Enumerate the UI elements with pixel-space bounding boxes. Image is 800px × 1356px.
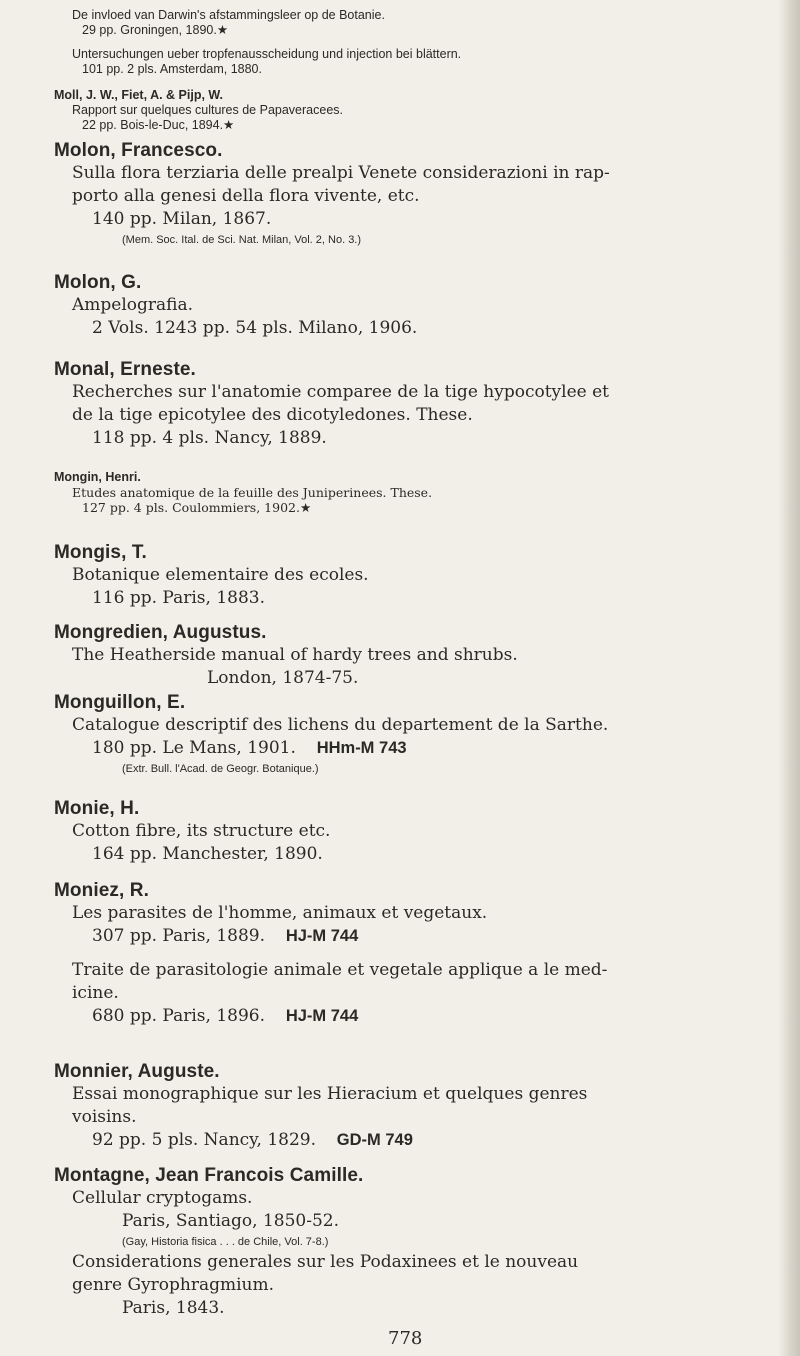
entry-title: Botanique elementaire des ecoles. (72, 565, 369, 585)
entry-author: Moniez, R. (54, 880, 149, 901)
entry-title-line-1: Sulla flora terziaria delle prealpi Venete considerazioni in rap- (72, 163, 610, 183)
entry-title: Untersuchungen ueber tropfenausscheidung und injection bei blättern. (72, 47, 462, 61)
entry-imprint: 307 pp. Paris, 1889. (92, 926, 265, 946)
call-number: HHm-M 743 (316, 739, 407, 757)
entry-author: Mongredien, Augustus. (54, 622, 267, 643)
entry-author: Monal, Erneste. (54, 359, 196, 380)
entry-imprint-row (54, 737, 780, 760)
call-number: HJ-M 744 (285, 927, 359, 945)
entry-imprint: 101 pp. 2 pls. Amsterdam, 1880. (82, 62, 262, 76)
entry-title: The Heatherside manual of hardy trees and shrubs. (72, 645, 518, 665)
entry-molon-francesco (54, 139, 780, 249)
entry-note: (Extr. Bull. l'Acad. de Geogr. Botanique.) (122, 763, 319, 775)
entry-moniez (54, 879, 780, 1028)
call-number-b: HJ-M 744 (285, 1007, 359, 1025)
entry-monal (54, 358, 780, 450)
entry-moll (54, 88, 780, 133)
entry-imprint-row (54, 925, 780, 948)
entry-title: Catalogue descriptif des lichens du departement de la Sarthe. (72, 715, 609, 735)
entry-title-line-2: voisins. (72, 1107, 137, 1127)
entry-title-line-1: Recherches sur l'anatomie comparee de la tige hypocotylee et (72, 382, 609, 402)
entry-title: Rapport sur quelques cultures de Papaveracees. (72, 103, 343, 117)
entry-imprint-b: Paris, 1843. (122, 1298, 225, 1318)
entry-imprint-row (54, 1129, 780, 1152)
page-edge-shadow (778, 0, 800, 1356)
entry-imprint: 118 pp. 4 pls. Nancy, 1889. (92, 428, 327, 448)
entry-imprint-b: 680 pp. Paris, 1896. (92, 1006, 265, 1026)
entry-author: Molon, Francesco. (54, 140, 223, 161)
entry-author: Monnier, Auguste. (54, 1061, 220, 1082)
entry-imprint: 164 pp. Manchester, 1890. (92, 844, 323, 864)
call-number: GD-M 749 (336, 1131, 413, 1149)
entry-imprint: 127 pp. 4 pls. Coulommiers, 1902.★ (82, 500, 312, 515)
entry-note: (Mem. Soc. Ital. de Sci. Nat. Milan, Vol. 2, No. 3.) (122, 234, 362, 246)
entry-title: Ampelografia. (72, 295, 194, 315)
entry-author: Moll, J. W., Fiet, A. & Pijp, W. (54, 88, 223, 102)
entry-tropfenausscheidung (54, 47, 780, 77)
entry-author: Molon, G. (54, 272, 142, 293)
entry-imprint: 92 pp. 5 pls. Nancy, 1829. (92, 1130, 316, 1150)
entry-title-line-2: porto alla genesi della flora vivente, etc. (72, 186, 420, 206)
entry-imprint: Paris, Santiago, 1850-52. (122, 1211, 340, 1231)
entry-title: De invloed van Darwin's afstammingsleer op de Botanie. (72, 8, 385, 22)
entry-title-line-2: de la tige epicotylee des dicotyledones. These. (72, 405, 473, 425)
entry-title: Les parasites de l'homme, animaux et vegetaux. (72, 903, 488, 923)
entry-imprint-b-row (54, 1005, 780, 1028)
entry-note: (Gay, Historia fisica . . . de Chile, Vol. 7-8.) (122, 1236, 329, 1248)
entry-title-b-line-2: icine. (72, 983, 119, 1003)
entry-author: Monie, H. (54, 798, 140, 819)
entry-title: Etudes anatomique de la feuille des Juniperinees. These. (72, 485, 433, 500)
page-number: 778 (388, 1328, 423, 1349)
entry-imprint: 140 pp. Milan, 1867. (92, 209, 272, 229)
entry-author: Montagne, Jean Francois Camille. (54, 1165, 364, 1186)
entry-darwin-botanie (54, 8, 780, 38)
entry-monguillon (54, 691, 780, 778)
entry-author: Mongin, Henri. (54, 470, 141, 484)
entry-mongredien (54, 621, 780, 690)
entry-montagne (54, 1164, 780, 1320)
entry-title-line-1: Essai monographique sur les Hieracium et quelques genres (72, 1084, 588, 1104)
entry-title: Cellular cryptogams. (72, 1188, 253, 1208)
entry-molon-g (54, 271, 780, 340)
entry-author: Monguillon, E. (54, 692, 186, 713)
entry-imprint: 116 pp. Paris, 1883. (92, 588, 265, 608)
entry-title-b-line-2: genre Gyrophragmium. (72, 1275, 275, 1295)
entry-title-b-line-1: Considerations generales sur les Podaxinees et le nouveau (72, 1252, 579, 1272)
entry-mongis (54, 541, 780, 610)
entry-title: Cotton fibre, its structure etc. (72, 821, 331, 841)
entry-monie (54, 797, 780, 866)
entry-imprint: 29 pp. Groningen, 1890.★ (82, 23, 229, 37)
entry-title-b-line-1: Traite de parasitologie animale et vegetale applique a le med- (72, 960, 608, 980)
entry-mongin (54, 470, 780, 515)
entry-imprint: 22 pp. Bois-le-Duc, 1894.★ (82, 118, 235, 132)
entry-imprint: 180 pp. Le Mans, 1901. (92, 738, 296, 758)
entry-imprint: 2 Vols. 1243 pp. 54 pls. Milano, 1906. (92, 318, 418, 338)
entry-author: Mongis, T. (54, 542, 147, 563)
entry-imprint: London, 1874-75. (207, 668, 359, 688)
entry-monnier (54, 1060, 780, 1152)
